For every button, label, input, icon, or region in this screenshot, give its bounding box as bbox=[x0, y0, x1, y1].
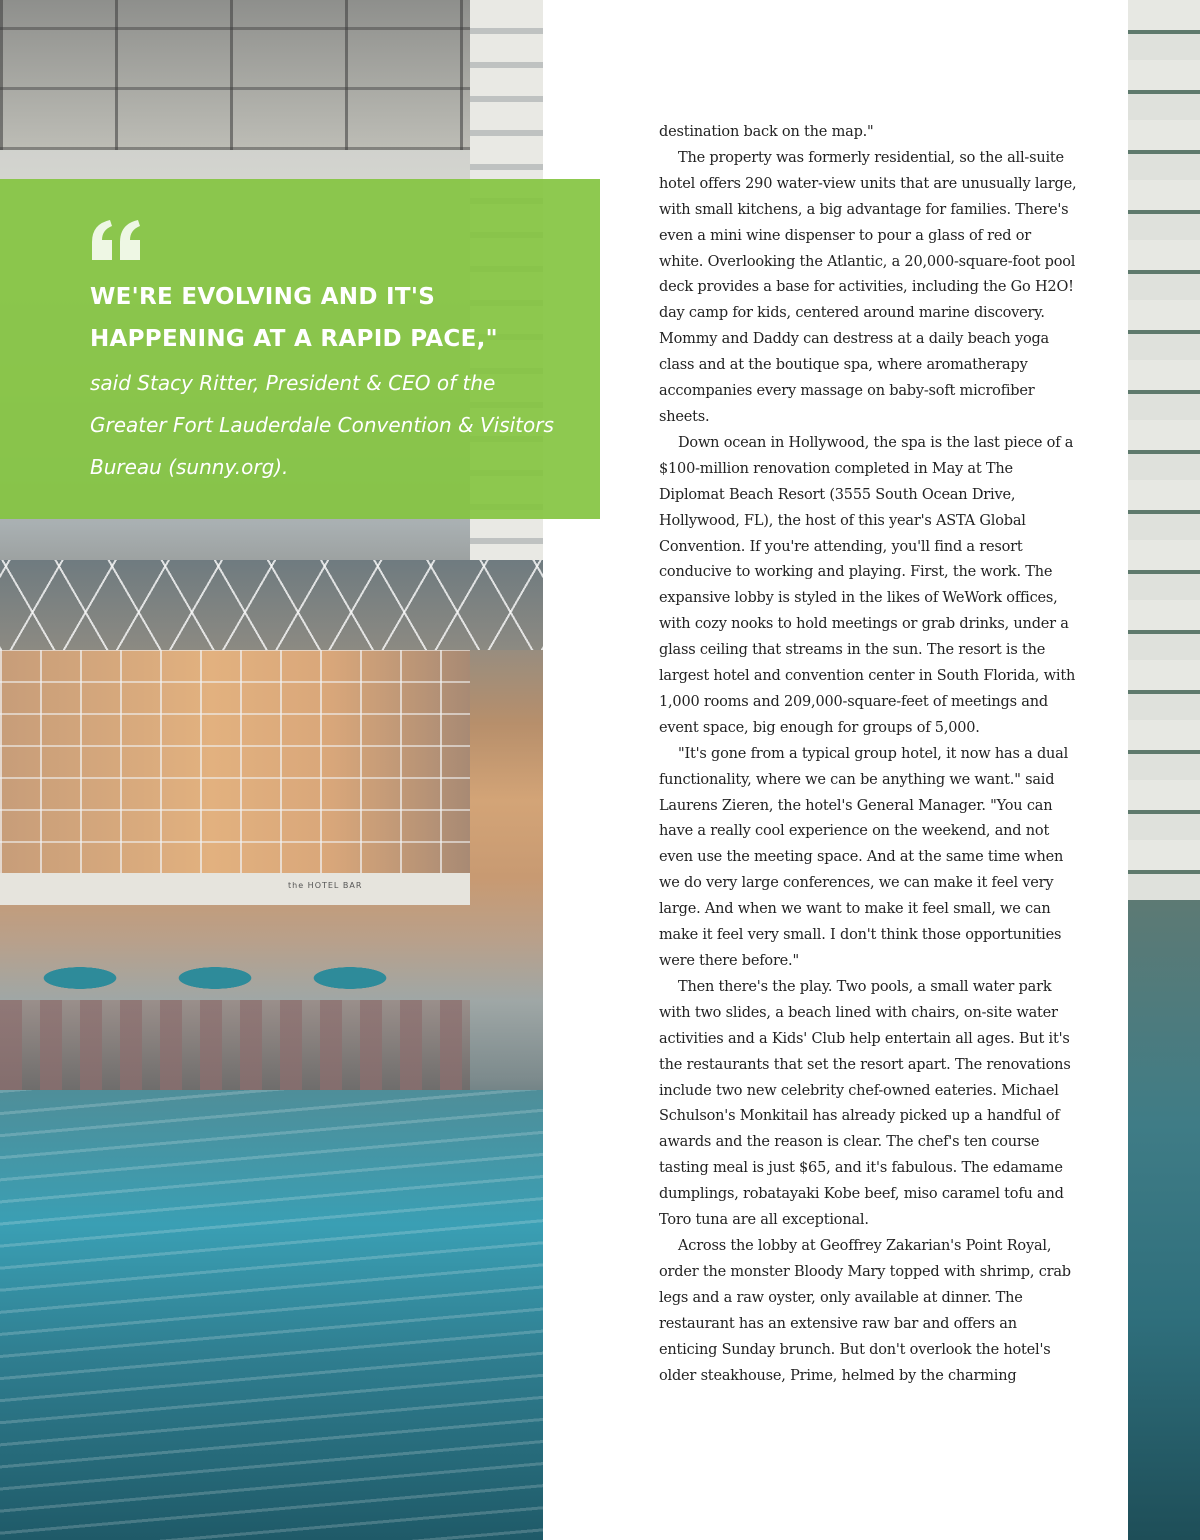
photo-canopy bbox=[0, 0, 480, 150]
photo-pool bbox=[0, 1090, 543, 1540]
pull-quote-attribution: said Stacy Ritter, President & CEO of the Greater Fort Lauderdale Convention & Visitors Bureau (sunny.org). bbox=[90, 371, 554, 479]
pull-quote-text: WE'RE EVOLVING AND IT'S HAPPENING AT A RAPID PACE," bbox=[90, 284, 498, 352]
article-paragraph: destination back on the map." bbox=[659, 124, 874, 140]
article-paragraph: Then there's the play. Two pools, a small water park with two slides, a beach lined with chairs, on-site water activities and a Kids' Club help entertain all ages. But it's the restaurants that set the resort apart. The renovations include two new celebrity chef-owned eateries. Michael Schulson's Monkitail has already picked up a handful of awards and the reason is clear. The chef's ten course tasting meal is just $65, and it's fabulous. The edamame dumplings, robatayaki Kobe beef, miso caramel tofu and Toro tuna are all exceptional. bbox=[659, 978, 1071, 1229]
photo-truss-roof bbox=[0, 560, 543, 650]
side-photo bbox=[1128, 0, 1200, 1540]
photo-umbrellas bbox=[0, 960, 470, 1000]
photo-bar-band bbox=[0, 873, 470, 905]
photo-glass-facade bbox=[0, 650, 470, 875]
photo-bar-sign: the HOTEL BAR bbox=[288, 881, 363, 890]
photo-patio-furniture bbox=[0, 1000, 470, 1090]
article-body bbox=[659, 120, 1079, 1389]
article-paragraph: Across the lobby at Geoffrey Zakarian's Point Royal, order the monster Bloody Mary topped with shrimp, crab legs and a raw oyster, only available at dinner. The restaurant has an extensive raw bar and offers an enticing Sunday brunch. But don't overlook the hotel's older steakhouse, Prime, helmed by the charming bbox=[659, 1237, 1071, 1384]
article-paragraph: The property was formerly residential, so the all-suite hotel offers 290 water-view units that are unusually large, with small kitchens, a big advantage for families. There's even a mini wine dispenser to pour a glass of red or white. Overlooking the Atlantic, a 20,000-square-foot pool deck provides a base for activities, including the Go H2O! day camp for kids, centered around marine discovery. Mommy and Daddy can destress at a daily beach yoga class and at the boutique spa, where aromatherapy accompanies every massage on baby-soft microfiber sheets. bbox=[659, 149, 1077, 425]
quote-mark-icon bbox=[88, 212, 148, 272]
side-photo-lower bbox=[1128, 900, 1200, 1540]
article-paragraph: Down ocean in Hollywood, the spa is the last piece of a $100-million renovation completed in May at The Diplomat Beach Resort (3555 South Ocean Drive, Hollywood, FL), the host of this year's ASTA Global Convention. If you're attending, you'll find a resort conducive to working and playing. First, the work. The expansive lobby is styled in the likes of WeWork offices, with cozy nooks to hold meetings or grab drinks, under a glass ceiling that streams in the sun. The resort is the largest hotel and convention center in South Florida, with 1,000 rooms and 209,000-square-feet of meetings and event space, big enough for groups of 5,000. bbox=[659, 434, 1076, 736]
article-paragraph: "It's gone from a typical group hotel, it now has a dual functionality, where we can be anything we want." said Laurens Zieren, the hotel's General Manager. "You can have a really cool experience on the weekend, and not even use the meeting space. And at the same time when we do very large conferences, we can make it feel very large. And when we want to make it feel small, we can make it feel very small. I don't think those opportunities were there before." bbox=[659, 745, 1069, 969]
